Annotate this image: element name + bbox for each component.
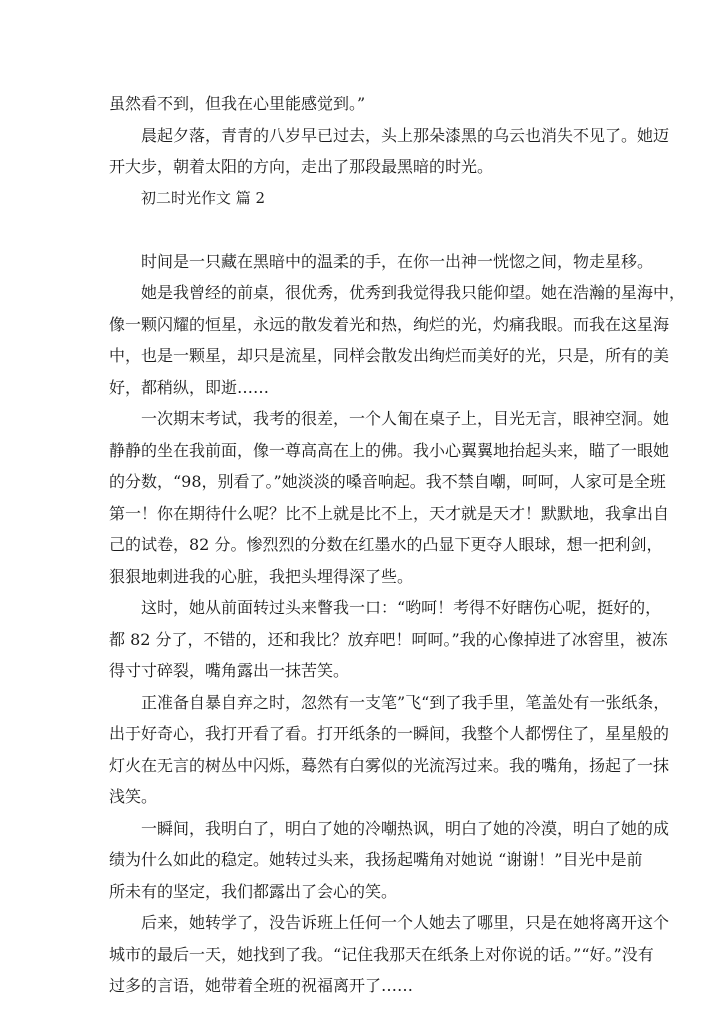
paragraph-line: 灯火在无言的树丛中闪烁，蓦然有白雾似的光流泻过来。我的嘴角，扬起了一抹 xyxy=(109,755,670,775)
paragraph xyxy=(109,403,670,592)
paragraph-line: 浅笑。 xyxy=(109,787,158,806)
paragraph-line: 出于好奇心，我打开看了看。打开纸条的一瞬间，我整个人都愣住了，星星般的 xyxy=(109,724,670,743)
paragraph-line: 都 82 分了，不错的，还和我比？放弃吧！呵呵。”我的心像掉进了冰窖里，被冻 xyxy=(109,629,668,649)
paragraph-line: 一瞬间，我明白了，明白了她的冷嘲热讽，明白了她的冷漠，明白了她的成 xyxy=(141,818,670,838)
paragraph xyxy=(109,592,668,687)
paragraph-line: 城市的最后一天，她找到了我。“记住我那天在纸条上对你说的话。”“好。”没有 xyxy=(109,944,654,964)
paragraph-line: 第一！你在期待什么呢？比不上就是比不上，天才就是天才！默默地，我拿出自 xyxy=(109,503,670,523)
paragraph-line: 静静的坐在我前面，像一尊高高在上的佛。我小心翼翼地抬起头来，瞄了一眼她 xyxy=(109,440,670,460)
intro-line: 晨起夕落，青青的八岁早已过去，头上那朵漆黑的乌云也消失不见了。她迈 xyxy=(141,125,670,145)
paragraph-line: 后来，她转学了，没告诉班上任何一个人她去了哪里，只是在她将离开这个 xyxy=(141,913,670,932)
paragraph-line: 好，都稍纵，即逝…… xyxy=(109,377,270,397)
intro-line: 虽然看不到，但我在心里能感觉到。” xyxy=(109,94,366,113)
intro-line: 开大步，朝着太阳的方向，走出了那段最黑暗的时光。 xyxy=(109,157,494,176)
paragraph-line: 狠狠地刺进我的心脏，我把头埋得深了些。 xyxy=(109,566,414,586)
paragraph xyxy=(109,907,670,1002)
paragraph-line: 己的试卷，82 分。惨烈烈的分数在红墨水的凸显下更夺人眼球，想一把利剑， xyxy=(109,535,663,554)
paragraph-line: 正准备自暴自弃之时，忽然有一支笔”飞“到了我手里，笔盖处有一张纸条， xyxy=(141,692,670,712)
paragraph-line: 过多的言语，她带着全班的祝福离开了…… xyxy=(109,976,414,995)
section-title: 初二时光作文 篇 2 xyxy=(141,188,266,207)
paragraph-line: 的分数，“98，别看了。”她淡淡的嗓音响起。我不禁自嘲，呵呵，人家可是全班 xyxy=(109,472,666,491)
paragraph-line: 像一颗闪耀的恒星，永远的散发着光和热，绚烂的光，灼痛我眼。而我在这星海 xyxy=(109,314,670,334)
paragraph-line: 一次期末考试，我考的很差，一个人匍在桌子上，目光无言，眼神空洞。她 xyxy=(141,409,670,428)
paragraph-line: 这时，她从前面转过头来瞥我一口：“哟呵！考得不好瞎伤心呢，挺好的， xyxy=(141,598,662,617)
paragraph-line: 时间是一只藏在黑暗中的温柔的手，在你一出神一恍惚之间，物走星移。 xyxy=(141,251,654,271)
paragraph xyxy=(109,277,686,403)
blank-gap xyxy=(109,214,611,246)
paragraph xyxy=(109,813,670,908)
paragraph-line: 绩为什么如此的稳定。她转过头来，我扬起嘴角对她说 “谢谢！”目光中是前 xyxy=(109,850,643,869)
document-page xyxy=(109,88,686,1002)
paragraph-line: 中，也是一颗星，却只是流星，同样会散发出绚烂而美好的光，只是，所有的美 xyxy=(109,346,670,365)
paragraph-line: 得寸寸碎裂，嘴角露出一抹苦笑。 xyxy=(109,661,350,680)
paragraph xyxy=(109,687,670,813)
paragraph xyxy=(109,246,654,278)
paragraph-line: 所未有的坚定，我们都露出了会心的笑。 xyxy=(109,881,398,901)
paragraph-line: 她是我曾经的前桌，很优秀，优秀到我觉得我只能仰望。她在浩瀚的星海中， xyxy=(141,283,686,302)
